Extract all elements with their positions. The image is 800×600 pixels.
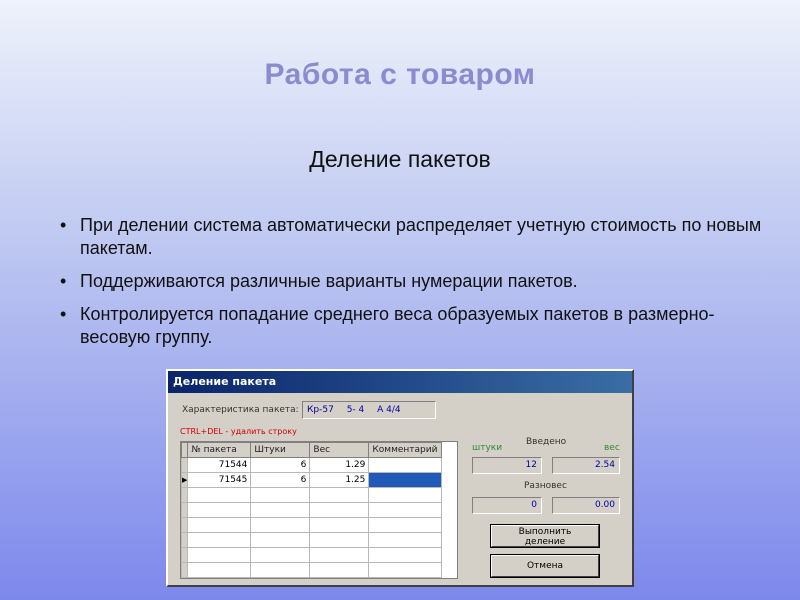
- current-row-arrow-icon: ▶: [182, 473, 188, 488]
- table-row[interactable]: [182, 518, 442, 533]
- table-row[interactable]: [182, 488, 442, 503]
- bullet-item: • Поддерживаются различные варианты нумерации пакетов.: [60, 270, 770, 293]
- entered-weight-field: 2.54: [552, 457, 620, 474]
- cell-number[interactable]: 71545: [188, 473, 251, 488]
- entered-pieces-field: 12: [472, 457, 542, 474]
- cell-comment-selected[interactable]: [369, 473, 442, 488]
- cancel-button[interactable]: Отмена: [490, 554, 600, 578]
- characteristic-class: А 4/4: [377, 405, 401, 415]
- column-header-weight[interactable]: Вес: [310, 443, 369, 458]
- characteristic-label: Характеристика пакета:: [182, 405, 299, 415]
- weight-label: вес: [604, 443, 620, 453]
- cell-comment[interactable]: [369, 458, 442, 473]
- table-row[interactable]: [182, 548, 442, 563]
- cell-pieces[interactable]: 6: [251, 473, 310, 488]
- column-header-number[interactable]: № пакета: [188, 443, 251, 458]
- bullet-list: [60, 214, 770, 359]
- execute-split-button[interactable]: Выполнить деление: [490, 524, 600, 548]
- table-row[interactable]: [182, 533, 442, 548]
- table-row[interactable]: [182, 503, 442, 518]
- characteristic-size: 5- 4: [346, 405, 365, 415]
- cell-pieces[interactable]: 6: [251, 458, 310, 473]
- column-header-comment[interactable]: Комментарий: [369, 443, 442, 458]
- slide-title: Работа с товаром: [264, 58, 536, 91]
- table-row[interactable]: [182, 563, 442, 578]
- difference-label: Разновес: [524, 481, 567, 491]
- characteristic-field: [302, 401, 436, 419]
- cell-weight[interactable]: 1.25: [310, 473, 369, 488]
- cell-number[interactable]: 71544: [188, 458, 251, 473]
- difference-pieces-field: 0: [472, 497, 542, 514]
- grid-header-row: [182, 443, 442, 458]
- entered-label: Введено: [526, 437, 567, 447]
- table-row[interactable]: [182, 473, 442, 488]
- bullet-item: • Контролируется попадание среднего веса образуемых пакетов в размерно-весовую группу.: [60, 303, 770, 349]
- column-header-pieces[interactable]: Штуки: [251, 443, 310, 458]
- characteristic-grade: Кр-57: [307, 405, 334, 415]
- packages-grid[interactable]: [180, 441, 458, 579]
- pieces-label: штуки: [472, 443, 503, 453]
- cell-weight[interactable]: 1.29: [310, 458, 369, 473]
- slide-subtitle: Деление пакетов: [309, 146, 491, 172]
- table-row[interactable]: [182, 458, 442, 473]
- dialog-title-bar[interactable]: Деление пакета: [168, 371, 632, 393]
- delete-row-hint: CTRL+DEL - удалить строку: [180, 427, 297, 436]
- difference-weight-field: 0.00: [552, 497, 620, 514]
- split-package-dialog: [166, 369, 634, 587]
- bullet-item: • При делении система автоматически распределяет учетную стоимость по новым пакетам.: [60, 214, 770, 260]
